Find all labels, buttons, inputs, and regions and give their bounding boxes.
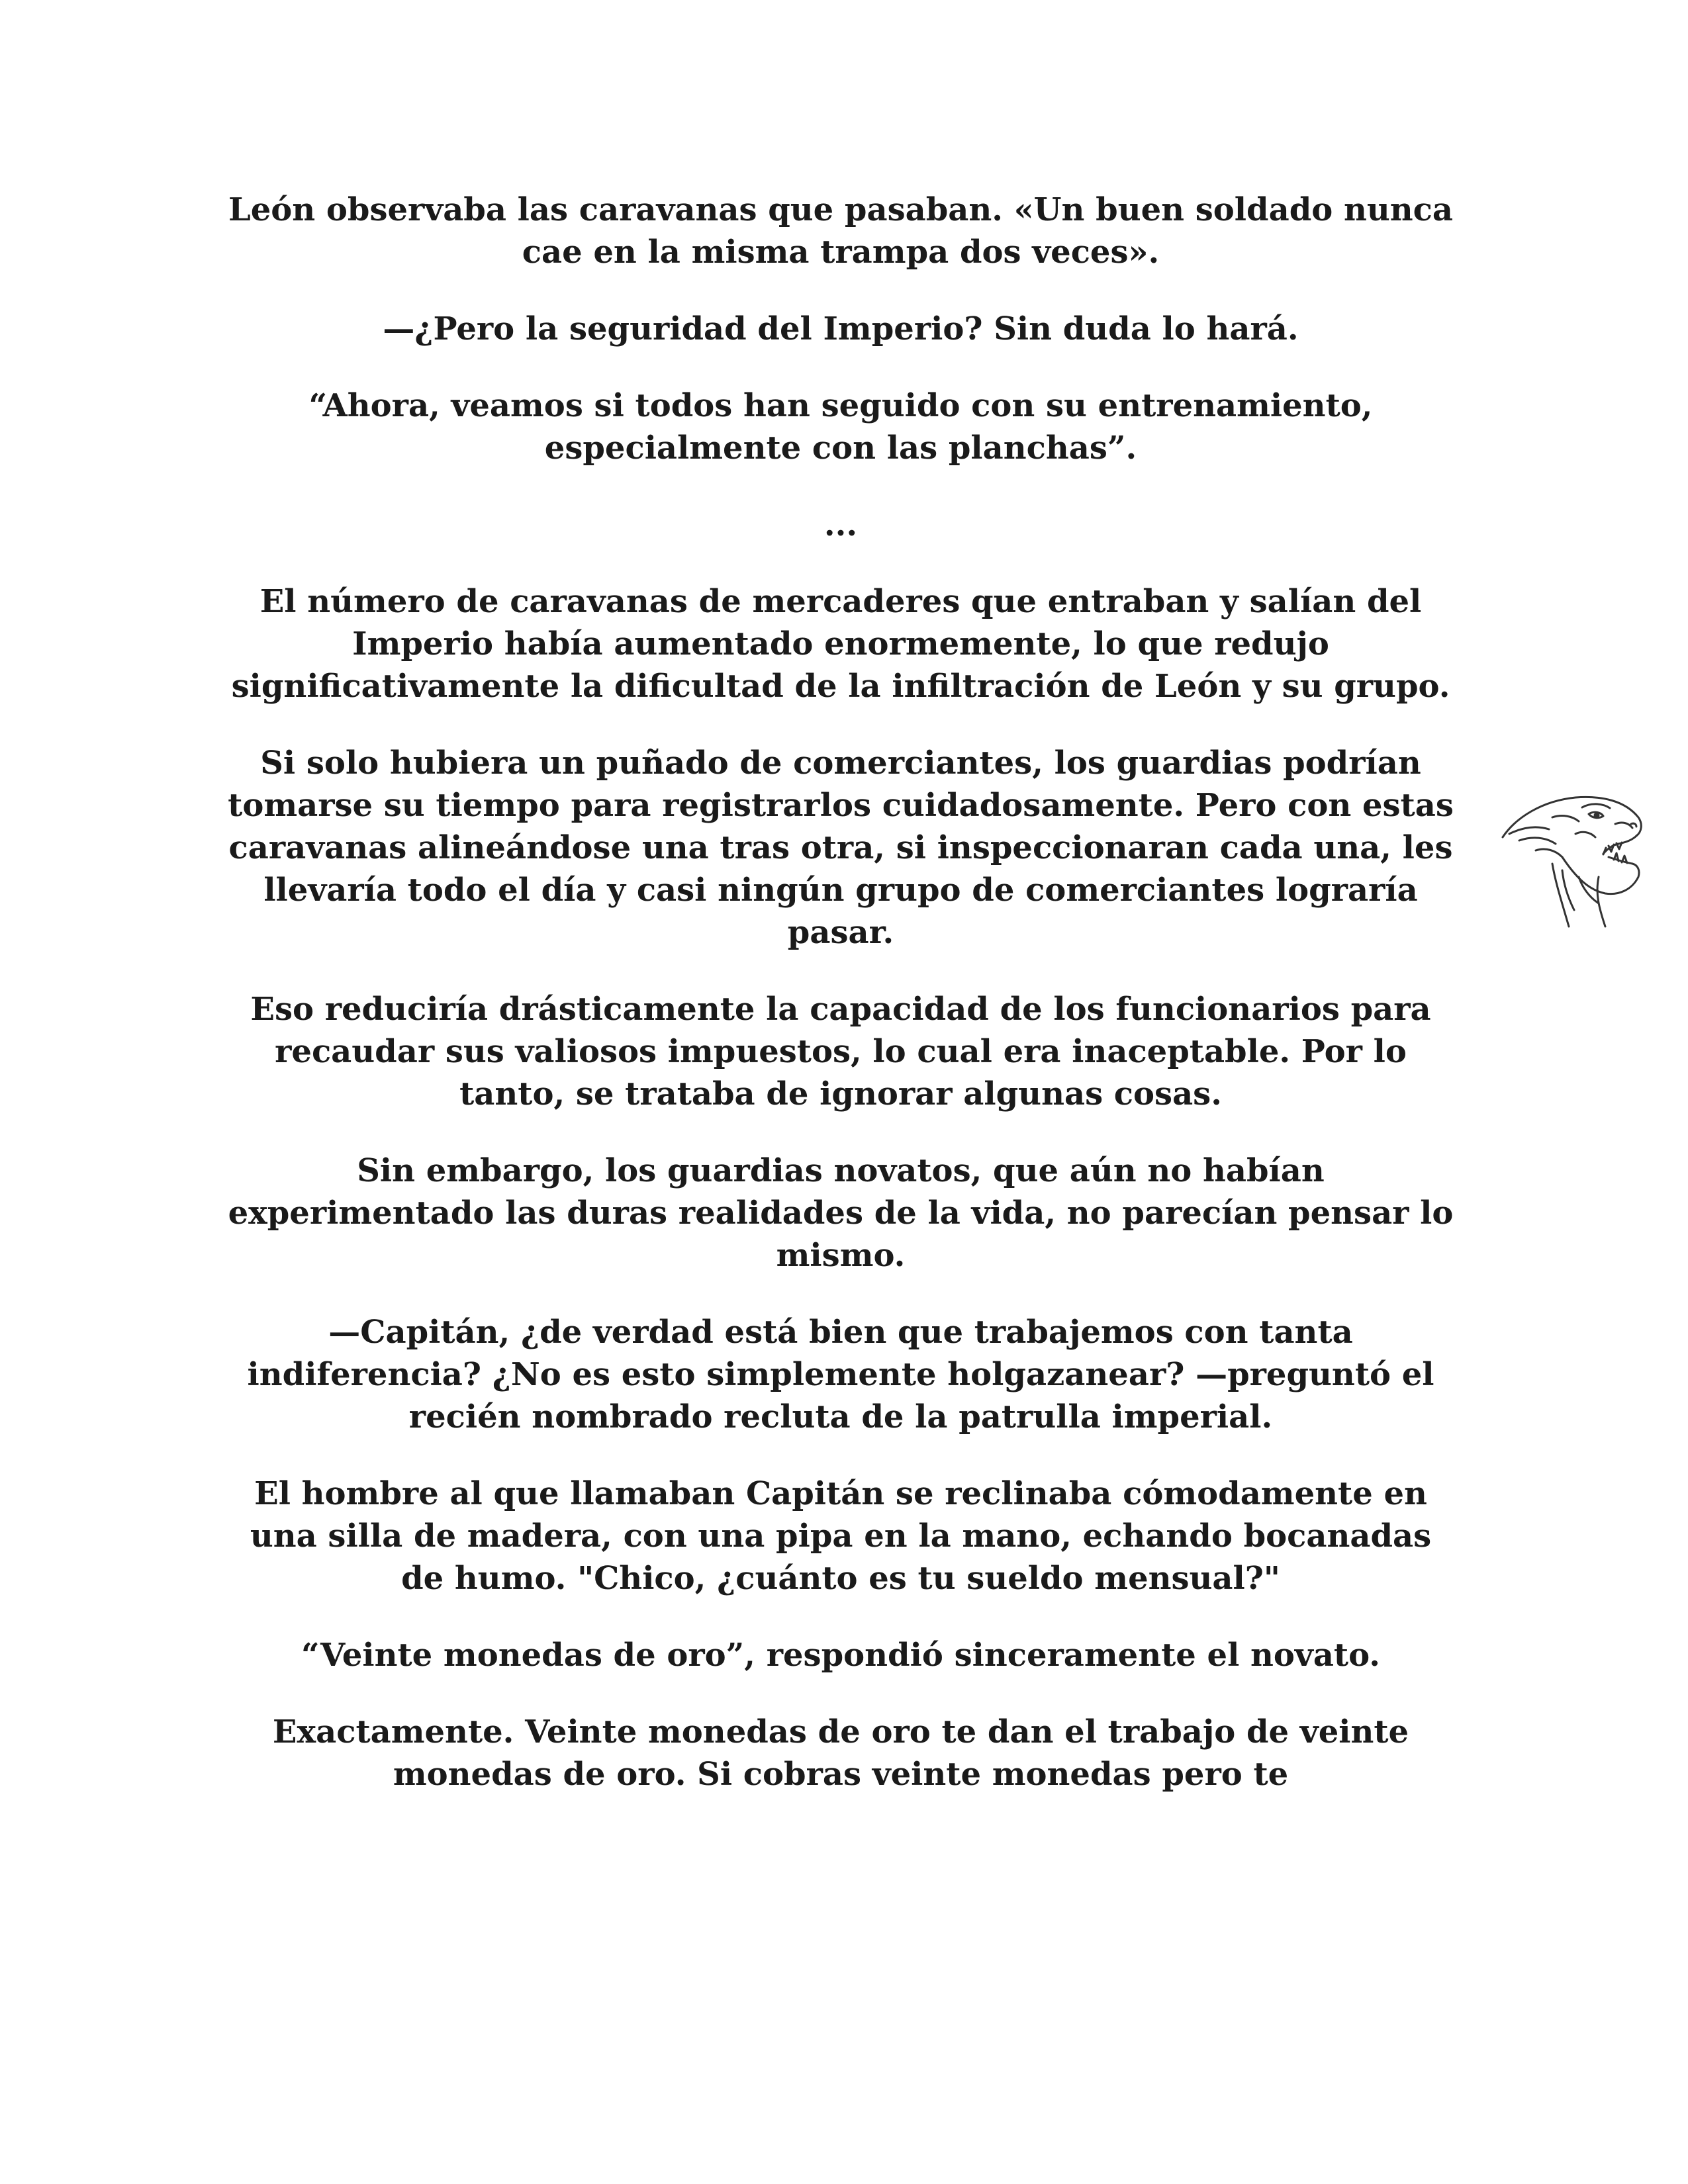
paragraph-7: Eso reduciría drásticamente la capacidad de los funcionarios para recaudar sus valiosos impuestos, lo cual era inaceptable. Por lo tanto, se trataba de ignorar algunas cosas. [250, 991, 1431, 1113]
paragraph-2: —¿Pero la seguridad del Imperio? Sin duda lo hará. [383, 310, 1299, 347]
paragraph-9: —Capitán, ¿de verdad está bien que trabajemos con tanta indiferencia? ¿No es esto simplemente holgazanear? —preguntó el recién nombrado recluta de la patrulla imperial. [247, 1314, 1434, 1435]
paragraph-11: “Veinte monedas de oro”, respondió sinceramente el novato. [301, 1637, 1380, 1674]
paragraph-3: “Ahora, veamos si todos han seguido con su entrenamiento, especialmente con las planchas”. [308, 387, 1373, 467]
text-column [225, 189, 1456, 1830]
scene-break: ... [823, 506, 858, 543]
paragraph-8: Sin embargo, los guardias novatos, que aún no habían experimentado las duras realidades de la vida, no parecían pensar lo mismo. [228, 1152, 1454, 1274]
paragraph-5: El número de caravanas de mercaderes que entraban y salían del Imperio había aumentado enormemente, lo que redujo significativamente la dificultad de la infiltración de León y su grupo. [231, 583, 1450, 705]
paragraph-1: León observaba las caravanas que pasaban. «Un buen soldado nunca cae en la misma trampa dos veces». [228, 191, 1454, 271]
paragraph-6: Si solo hubiera un puñado de comerciantes, los guardias podrían tomarse su tiempo para registrarlos cuidadosamente. Pero con estas caravanas alineándose una tras otra, si inspeccionaran cada una, les llevaría todo el día y casi ningún grupo de comerciantes lograría pasar. [228, 745, 1454, 951]
paragraph-10: El hombre al que llamaban Capitán se reclinaba cómodamente en una silla de madera, con una pipa en la mano, echando bocanadas de humo. "Chico, ¿cuánto es tu sueldo mensual?" [250, 1475, 1432, 1597]
dinosaur-head-sketch-icon [1489, 778, 1655, 930]
paragraph-12: Exactamente. Veinte monedas de oro te dan el trabajo de veinte monedas de oro. Si cobras veinte monedas pero te [272, 1713, 1409, 1793]
